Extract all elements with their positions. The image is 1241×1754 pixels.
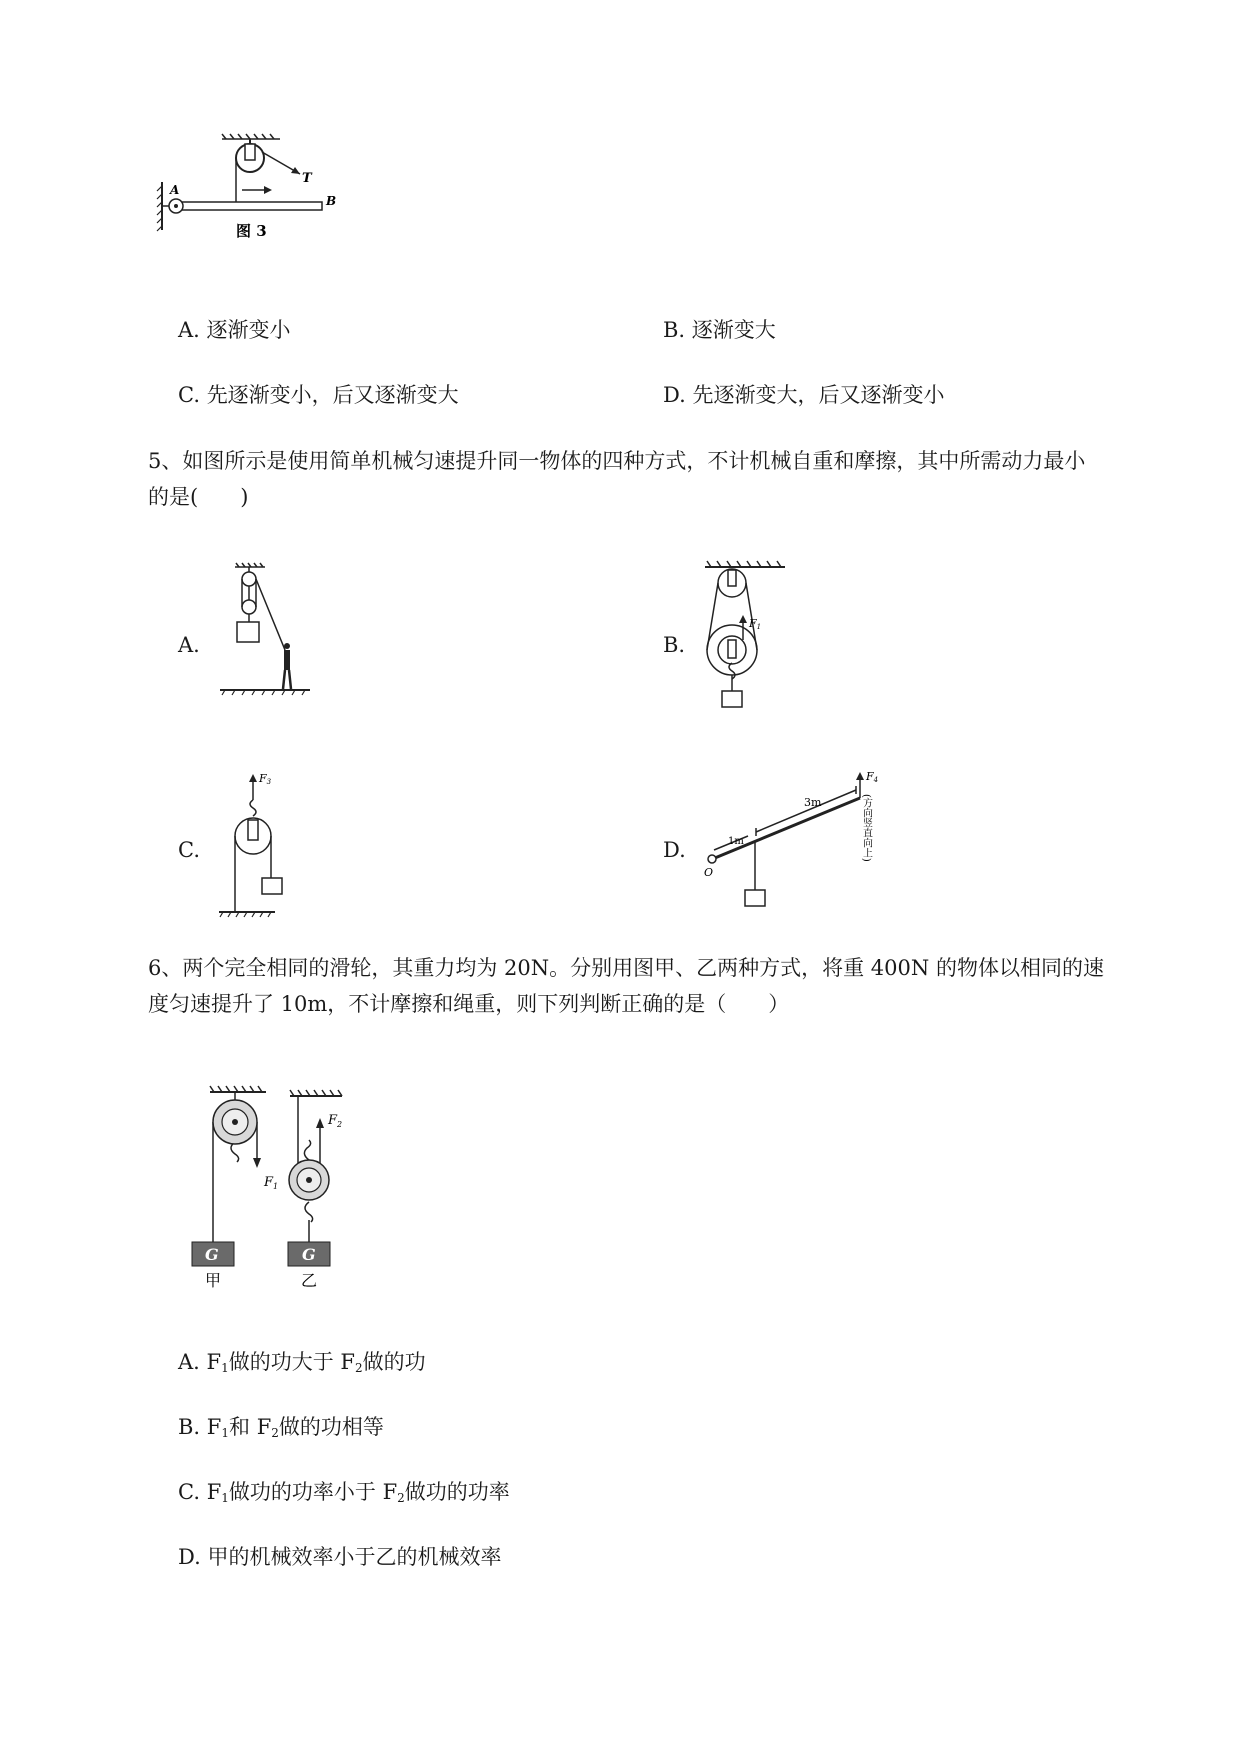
q5-label-1m: 1m: [728, 836, 744, 847]
q6-option-d[interactable]: [178, 1543, 501, 1571]
q5-label-f4-note: (方向竖直向上): [860, 794, 872, 862]
q6-stem-line2: 度匀速提升了 10m，不计摩擦和绳重，则下列判断正确的是（ ）: [148, 992, 790, 1016]
option-subscript: 1: [221, 1491, 229, 1505]
option-subscript: 2: [271, 1426, 279, 1440]
q6-weight-jia: G: [205, 1245, 219, 1264]
q4-option-b[interactable]: [663, 316, 776, 344]
option-text: 先逐渐变大，后又逐渐变小: [692, 383, 945, 407]
option-text: 先逐渐变小，后又逐渐变大: [206, 383, 459, 407]
option-letter: C.: [178, 383, 200, 407]
option-text-part: 做的功相等: [278, 1415, 384, 1439]
q6-label-jia: 甲: [205, 1271, 222, 1290]
q6-stem-line1: 6、两个完全相同的滑轮，其重力均为 20N。分别用图甲、乙两种方式，将重 400N 的物体以相同的速: [148, 956, 1104, 980]
option-text-part: 做功的功率小于 F: [228, 1480, 398, 1504]
q6-label-yi: 乙: [301, 1271, 318, 1290]
q4-option-c[interactable]: [178, 381, 459, 409]
q5-figure-b-movable-pulley: [685, 555, 805, 715]
q5-option-a[interactable]: A.: [178, 633, 200, 657]
q4-label-t: T: [302, 171, 312, 186]
option-subscript: 1: [221, 1361, 229, 1375]
q5-figure-d-lever: [700, 768, 920, 918]
q4-lever-pulley-figure: [150, 130, 350, 250]
q4-label-a: A: [170, 183, 180, 197]
option-letter: D.: [663, 383, 686, 407]
q5-label-3m: 3m: [804, 796, 822, 809]
option-text-part: F: [206, 1415, 222, 1439]
option-letter: A.: [178, 318, 200, 342]
q5-option-c[interactable]: C.: [178, 838, 200, 862]
option-text-part: F: [206, 1480, 222, 1504]
q6-label-f2: $F_2$: [328, 1113, 343, 1129]
q4-option-a[interactable]: [178, 316, 291, 344]
option-text: 逐渐变大: [691, 318, 776, 342]
q5-label-pivot: O: [704, 866, 714, 879]
q5-option-d[interactable]: D.: [663, 838, 686, 862]
q6-option-a[interactable]: [178, 1348, 426, 1382]
option-text-part: 甲的机械效率小于乙的机械效率: [207, 1545, 502, 1569]
option-text-part: 做功的功率: [404, 1480, 510, 1504]
q5-stem-line2: 的是( ): [148, 485, 249, 509]
option-text-part: 做的功大于 F: [228, 1350, 355, 1374]
q5-option-b[interactable]: B.: [663, 633, 686, 657]
option-text-part: 和 F: [229, 1415, 272, 1439]
q6-label-f1: $F_1$: [264, 1175, 279, 1191]
option-subscript: 2: [355, 1361, 363, 1375]
option-subscript: 1: [221, 1426, 230, 1440]
q5-label-f3: F3: [259, 772, 272, 786]
q5-figure-a-pulley-block: [215, 562, 315, 712]
q5-figure-c-pulley: [215, 770, 315, 920]
option-letter: D.: [178, 1545, 201, 1569]
q5-stem: [148, 443, 1148, 515]
q6-pulley-figure: [180, 1080, 400, 1305]
option-letter: B.: [178, 1415, 201, 1439]
q6-option-c[interactable]: [178, 1478, 510, 1512]
option-text: 逐渐变小: [206, 318, 291, 342]
option-text-part: F: [206, 1350, 222, 1374]
option-letter: A.: [178, 1350, 200, 1374]
q4-label-b: B: [326, 194, 337, 208]
q5-label-f4: F4: [866, 770, 879, 784]
q4-option-d[interactable]: [663, 381, 944, 409]
option-subscript: 2: [397, 1491, 405, 1505]
q6-option-b[interactable]: [178, 1413, 384, 1447]
q4-figure-caption: 图 3: [236, 222, 267, 240]
q5-label-f1: F1: [749, 617, 762, 631]
q5-stem-line1: 5、如图所示是使用简单机械匀速提升同一物体的四种方式，不计机械自重和摩擦，其中所需动力最小: [148, 449, 1086, 473]
option-letter: B.: [663, 318, 686, 342]
q6-stem: [148, 950, 1148, 1022]
q6-weight-yi: G: [302, 1245, 316, 1264]
option-letter: C.: [178, 1480, 200, 1504]
option-text-part: 做的功: [362, 1350, 426, 1374]
